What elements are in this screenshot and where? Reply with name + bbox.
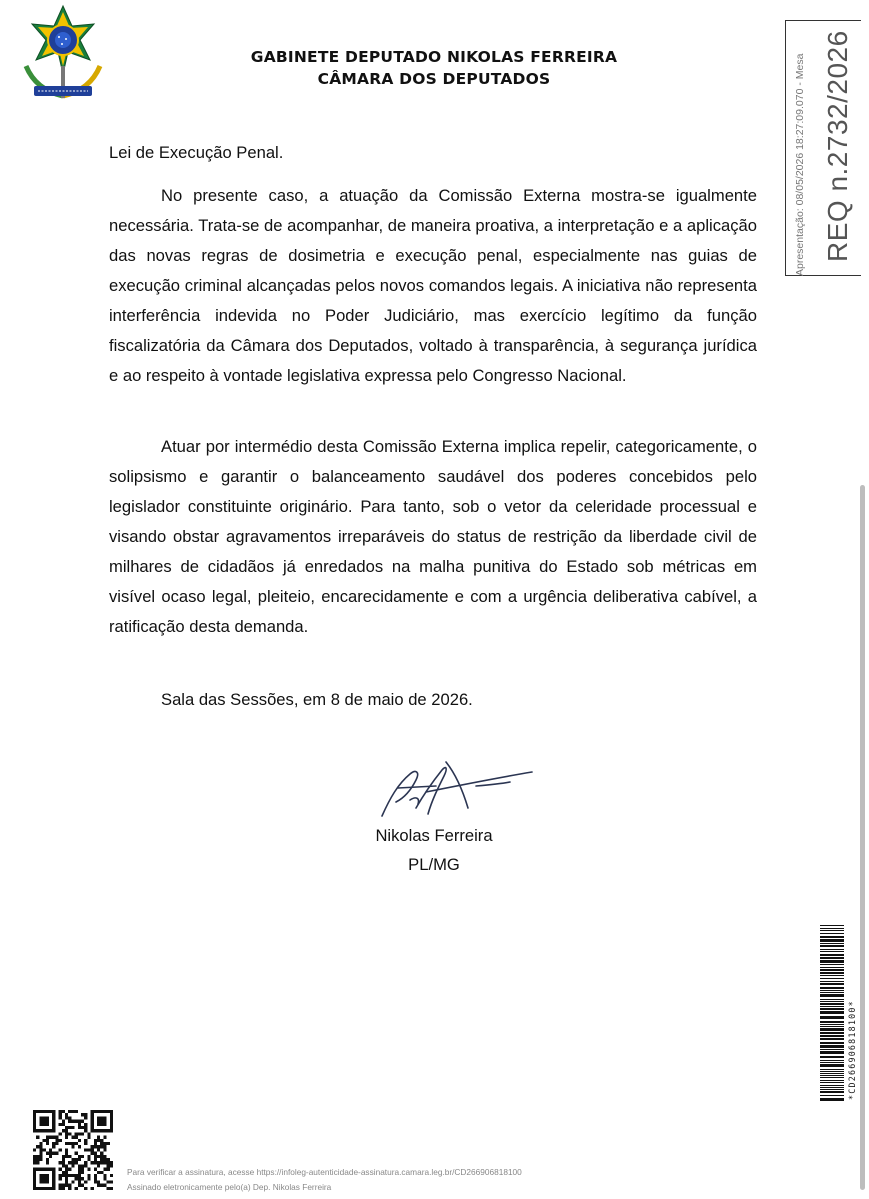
sala-das-sessoes: Sala das Sessões, em 8 de maio de 2026. — [161, 690, 473, 709]
stamp-request-number: REQ n.2732/2026 — [822, 30, 853, 262]
paragraph-1 — [109, 181, 757, 391]
brazil-coat-of-arms-icon — [18, 4, 108, 104]
stamp-presentation-date: Apresentação: 08/05/2026 18:27:09.070 - Mesa — [794, 53, 806, 276]
footer-verification-line: Para verificar a assinatura, acesse https://infoleg-autenticidade-assinatura.camara.leg.br/CD266906818100 — [127, 1167, 522, 1177]
handwritten-signature — [376, 758, 536, 824]
signer-name: Nikolas Ferreira — [375, 826, 493, 845]
paragraph-1-first-word: No — [161, 186, 183, 205]
paragraph-2-text: por intermédio desta Comissão Externa implica repelir, categoricamente, o solipsismo e garantir o balanceamento saudável dos poderes concebidos pelo legislador constituinte originário. Para tanto, sob o vetor da celeridade processual e visando obstar agravamentos irreparáveis do status de restrição da liberdade civil de milhares de cidadãos já enredados na malha punitiva do Estado sob métricas em visível ocaso legal, pleiteio, encarecidamente e com a urgência deliberativa cabível, a ratificação desta demanda. — [109, 437, 757, 636]
lei-line: Lei de Execução Penal. — [109, 143, 284, 162]
paragraph-1-text: presente caso, a atuação da Comissão Externa mostra-se igualmente necessária. Trata-se de acompanhar, de maneira proativa, a interpretação e a aplicação das novas regras de dosimetria e execução penal, especialmente nas guias de execução criminal alcançadas pelos novos comandos legais. A iniciativa não representa interferência indevida no Poder Judiciário, mas exercício legítimo da função fiscalizatória da Câmara dos Deputados, voltado à transparência, à segurança jurídica e ao respeito à vontade legislativa expressa pelo Congresso Nacional. — [109, 186, 757, 385]
paragraph-2 — [109, 432, 757, 642]
footer-signed-by-line: Assinado eletronicamente pelo(a) Dep. Nikolas Ferreira — [127, 1182, 332, 1192]
header-chamber: CÂMARA DOS DEPUTADOS — [317, 70, 551, 88]
scrollbar[interactable] — [860, 485, 865, 1190]
document-header — [200, 46, 668, 90]
barcode — [820, 925, 844, 1101]
qr-code — [33, 1110, 113, 1190]
paragraph-2-first-word: Atuar — [161, 437, 201, 456]
signer-party: PL/MG — [408, 855, 460, 874]
barcode-text: *CD266906818100* — [847, 1000, 857, 1100]
header-office: GABINETE DEPUTADO NIKOLAS FERREIRA — [250, 48, 618, 66]
